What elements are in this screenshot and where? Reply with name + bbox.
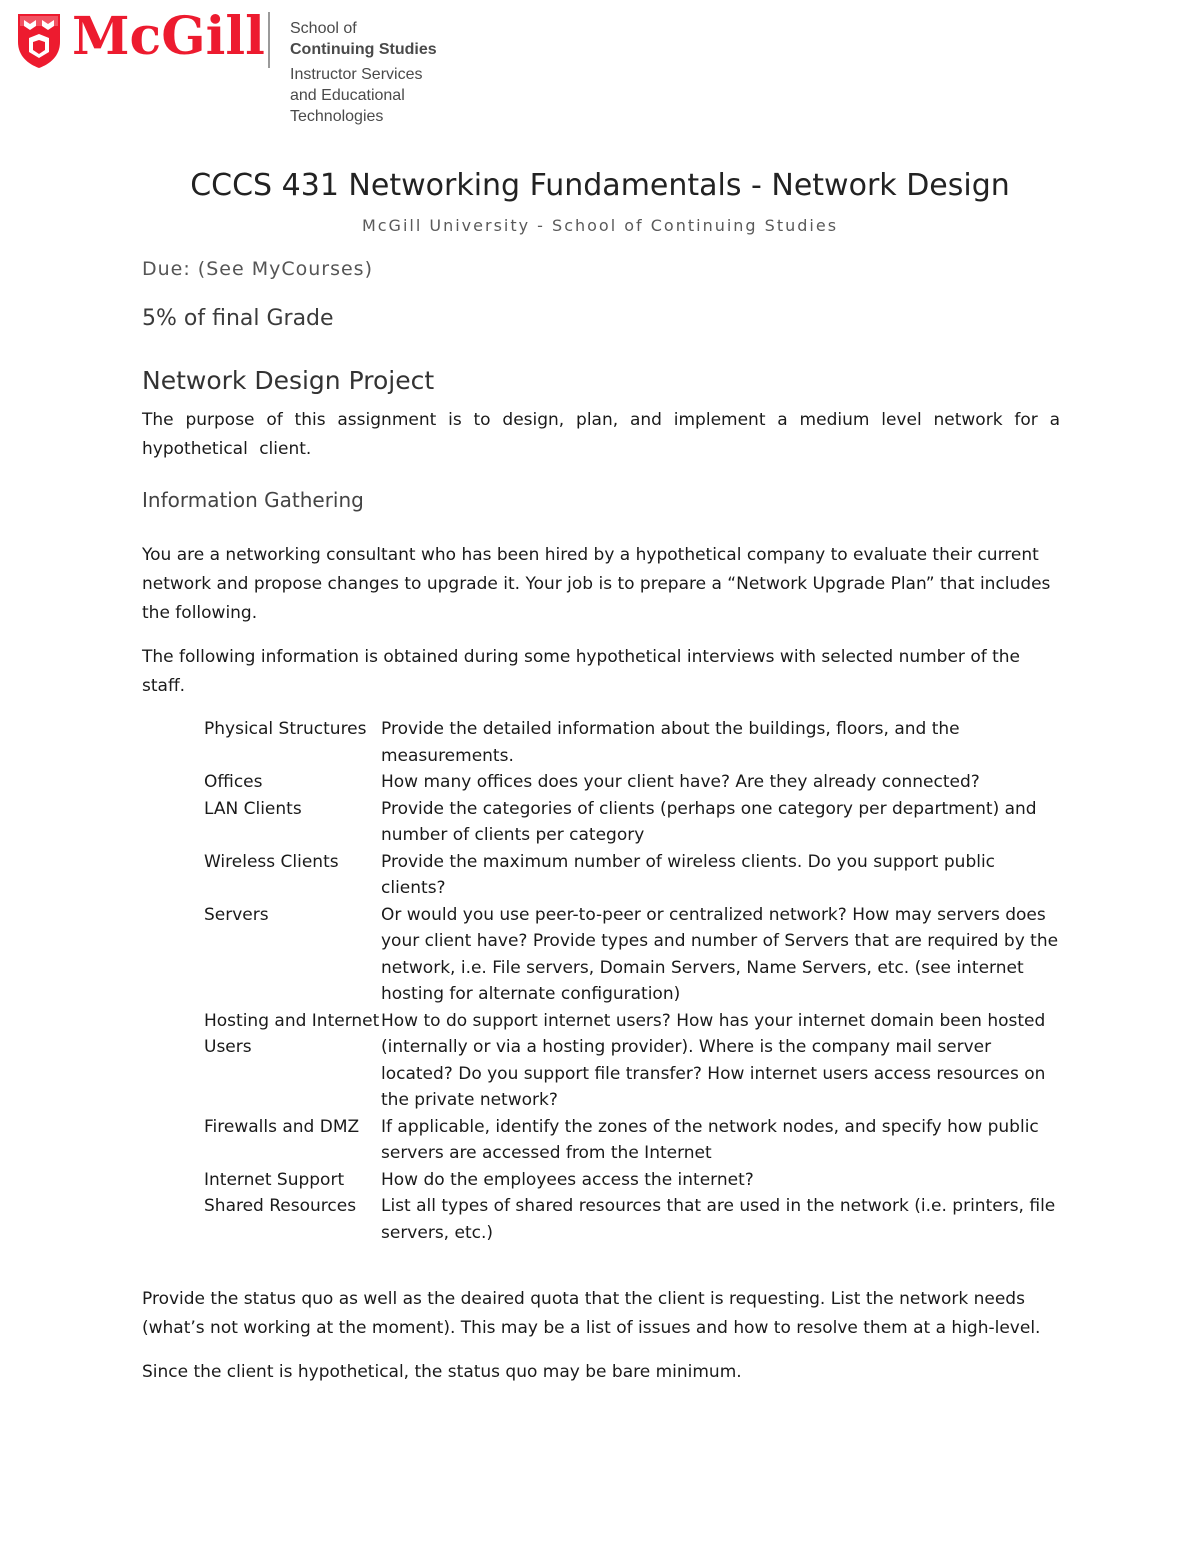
row-label: Internet Support xyxy=(204,1169,345,1190)
table-row xyxy=(204,1114,1064,1167)
table-row xyxy=(204,902,1064,1008)
intro-paragraph: You are a networking consultant who has been hired by a hypothetical company to evaluate their current network and propose changes to upgrade it. Your job is to prepare a “Network Upgrade Plan” that includes the following. xyxy=(142,545,1051,623)
row-label: Offices xyxy=(204,772,263,792)
unit-line-continuing-studies: Continuing Studies xyxy=(290,41,437,58)
row-description: Or would you use peer-to-peer or centralized network? How may servers does your client have? Provide types and number of Servers that are required by the network, i.e. File servers, Domain Servers, Name Servers, etc. (see internet hosting for alternate configuration) xyxy=(381,904,1059,1004)
table-row xyxy=(204,1008,1064,1114)
row-label: Wireless Clients xyxy=(204,851,339,872)
row-label: Servers xyxy=(204,904,269,925)
row-description: How do the employees access the internet? xyxy=(381,1169,754,1190)
document-subtitle: McGill University - School of Continuing Studies xyxy=(361,216,839,235)
row-description: How many offices does your client have? Are they already connected? xyxy=(381,772,980,792)
table-row xyxy=(204,1167,1064,1194)
purpose-paragraph: The purpose of this assignment is to design, plan, and implement a medium level network for a hypothetical client. xyxy=(142,410,1060,459)
table-row xyxy=(204,1193,1064,1246)
information-table xyxy=(204,716,1064,1246)
table-row xyxy=(204,796,1064,849)
row-description: Provide the detailed information about the buildings, floors, and the measurements. xyxy=(381,719,960,766)
row-label: Physical Structures xyxy=(204,719,367,739)
due-date: Due: (See MyCourses) xyxy=(142,258,373,280)
row-description: If applicable, identify the zones of the network nodes, and specify how public servers are accessed from the Internet xyxy=(381,1116,1039,1163)
header-logo xyxy=(16,6,456,130)
mcgill-crest-icon xyxy=(16,12,62,70)
table-row xyxy=(204,716,1064,769)
row-description: List all types of shared resources that are used in the network (i.e. printers, file servers, etc.) xyxy=(381,1196,1056,1243)
row-description: Provide the maximum number of wireless clients. Do you support public clients? xyxy=(381,851,996,898)
obtained-paragraph: The following information is obtained during some hypothetical interviews with selected number of the staff. xyxy=(142,647,1021,696)
subsection-heading: Information Gathering xyxy=(142,488,364,512)
status-quo-paragraph: Provide the status quo as well as the deaired quota that the client is requesting. List the network needs (what’s not working at the moment). This may be a list of issues and how to resolve them at a high-level. xyxy=(142,1289,1041,1338)
unit-line-educational: and Educational xyxy=(290,87,405,104)
unit-line-instructor-services: Instructor Services xyxy=(290,66,423,83)
table-row xyxy=(204,769,1064,796)
row-label: LAN Clients xyxy=(204,798,302,819)
row-description: How to do support internet users? How has your internet domain been hosted (internally or via a hosting provider). Where is the company mail server located? Do you support file transfer? How internet users access resources on the private network? xyxy=(381,1010,1046,1110)
unit-name xyxy=(290,18,437,127)
unit-line-school-of: School of xyxy=(290,20,357,37)
mcgill-wordmark: McGill xyxy=(72,6,265,67)
document-title: CCCS 431 Networking Fundamentals - Network Design xyxy=(190,168,1010,203)
row-label: Hosting and Internet Users xyxy=(204,1010,380,1057)
unit-line-technologies: Technologies xyxy=(290,108,384,125)
row-label: Firewalls and DMZ xyxy=(204,1116,360,1137)
hypothetical-paragraph: Since the client is hypothetical, the status quo may be bare minimum. xyxy=(142,1362,742,1382)
table-row xyxy=(204,849,1064,902)
section-heading: Network Design Project xyxy=(142,366,435,395)
row-label: Shared Resources xyxy=(204,1196,357,1216)
logo-divider xyxy=(268,12,270,68)
grade-weight: 5% of final Grade xyxy=(142,306,334,331)
row-description: Provide the categories of clients (perhaps one category per department) and number of clients per category xyxy=(381,798,1037,845)
